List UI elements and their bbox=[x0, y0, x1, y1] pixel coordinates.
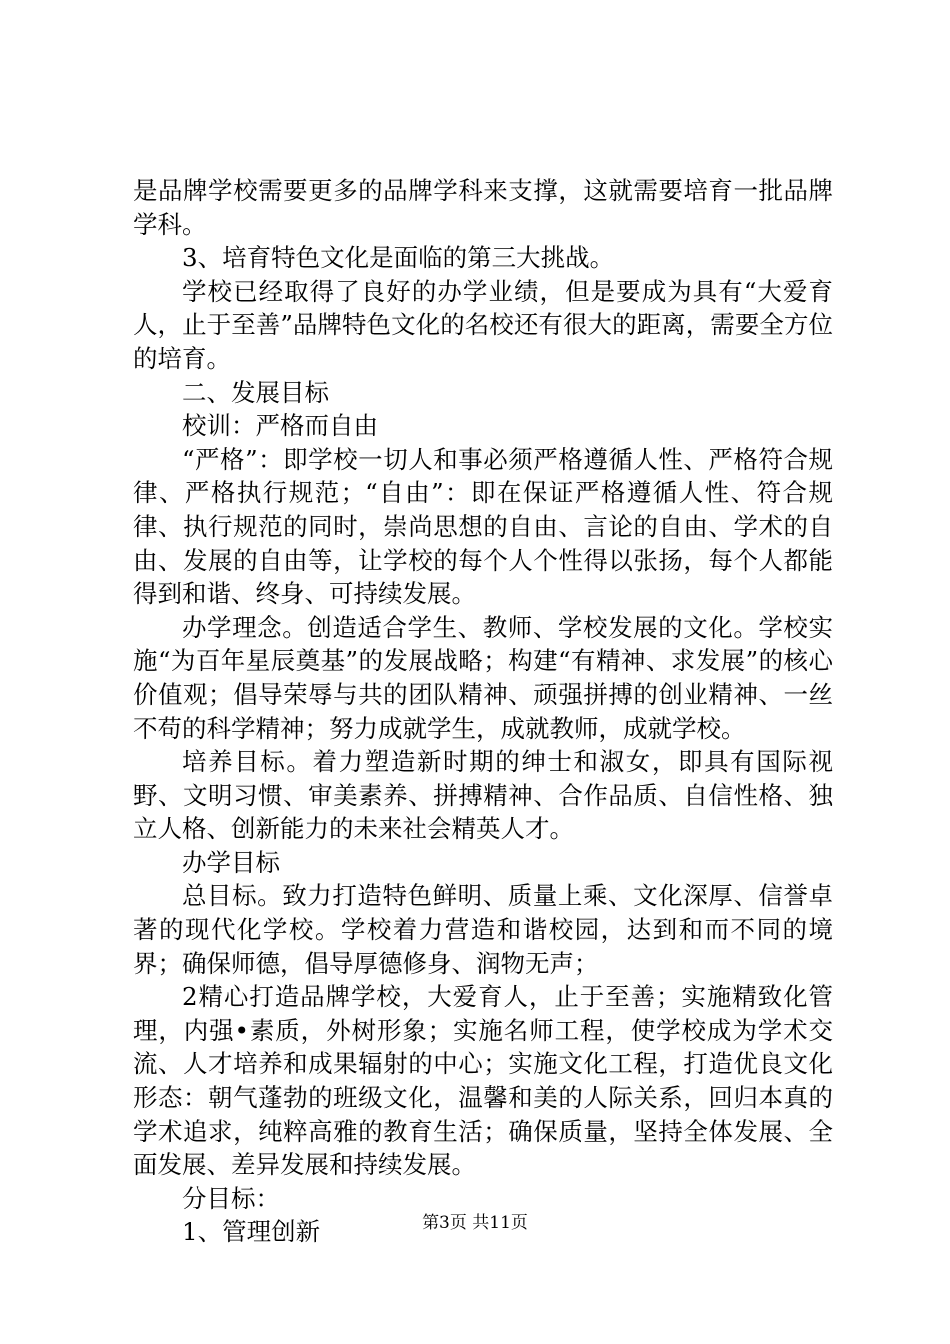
paragraph-school-motto: 校训：严格而自由 bbox=[182, 411, 378, 441]
paragraph-school-philosophy: 办学理念。创造适合学生、教师、学校发展的文化。学校实施“为百年星辰奠基”的发展战略；构建“有精神、求发展”的核心价值观；倡导荣辱与共的团队精神、顽强拼搏的创业精神、一丝不苟的科学精神；努力成就学生，成就教师，成就学校。 bbox=[133, 612, 833, 743]
subheading-management-innovation: 1、管理创新 bbox=[182, 1217, 321, 1247]
paragraph-brand-school: 2精心打造品牌学校，大爱育人，止于至善；实施精致化管理，内强•素质，外树形象；实施名师工程，使学校成为学术交流、人才培养和成果辐射的中心；实施文化工程，打造优良文化形态：朝气蓬勃的班级文化，温馨和美的人际关系，回归本真的学术追求，纯粹高雅的教育生活；确保质量，坚持全体发展、全面发展、差异发展和持续发展。 bbox=[133, 982, 833, 1180]
document-body bbox=[133, 174, 833, 1249]
subheading-sub-goals: 分目标： bbox=[182, 1183, 280, 1213]
section-heading-development-goals: 二、发展目标 bbox=[182, 377, 329, 407]
paragraph-challenge-3: 3、培育特色文化是面临的第三大挑战。 bbox=[182, 243, 615, 273]
page-number-footer: 第3页 共11页 bbox=[422, 1213, 528, 1233]
paragraph-school-achievement: 学校已经取得了良好的办学业绩，但是要成为具有“大爱育人，止于至善”品牌特色文化的名校还有很大的距离，需要全方位的培育。 bbox=[133, 276, 833, 373]
paragraph-training-goals: 培养目标。着力塑造新时期的绅士和淑女，即具有国际视野、文明习惯、审美素养、拼搏精神、合作品质、自信性格、独立人格、创新能力的未来社会精英人才。 bbox=[133, 747, 833, 844]
paragraph-motto-explanation: “严格”：即学校一切人和事必须严格遵循人性、严格符合规律、严格执行规范；“自由”：即在保证严格遵循人性、符合规律、执行规范的同时，崇尚思想的自由、言论的自由、学术的自由、发展的自由等，让学校的每个人个性得以张扬，每个人都能得到和谐、终身、可持续发展。 bbox=[133, 444, 833, 609]
subheading-school-goals: 办学目标 bbox=[182, 847, 280, 877]
paragraph-continuation: 是品牌学校需要更多的品牌学科来支撑，这就需要培育一批品牌学科。 bbox=[133, 176, 833, 239]
paragraph-overall-goal: 总目标。致力打造特色鲜明、质量上乘、文化深厚、信誉卓著的现代化学校。学校着力营造和谐校园，达到和而不同的境界；确保师德，倡导厚德修身、润物无声； bbox=[133, 881, 833, 978]
